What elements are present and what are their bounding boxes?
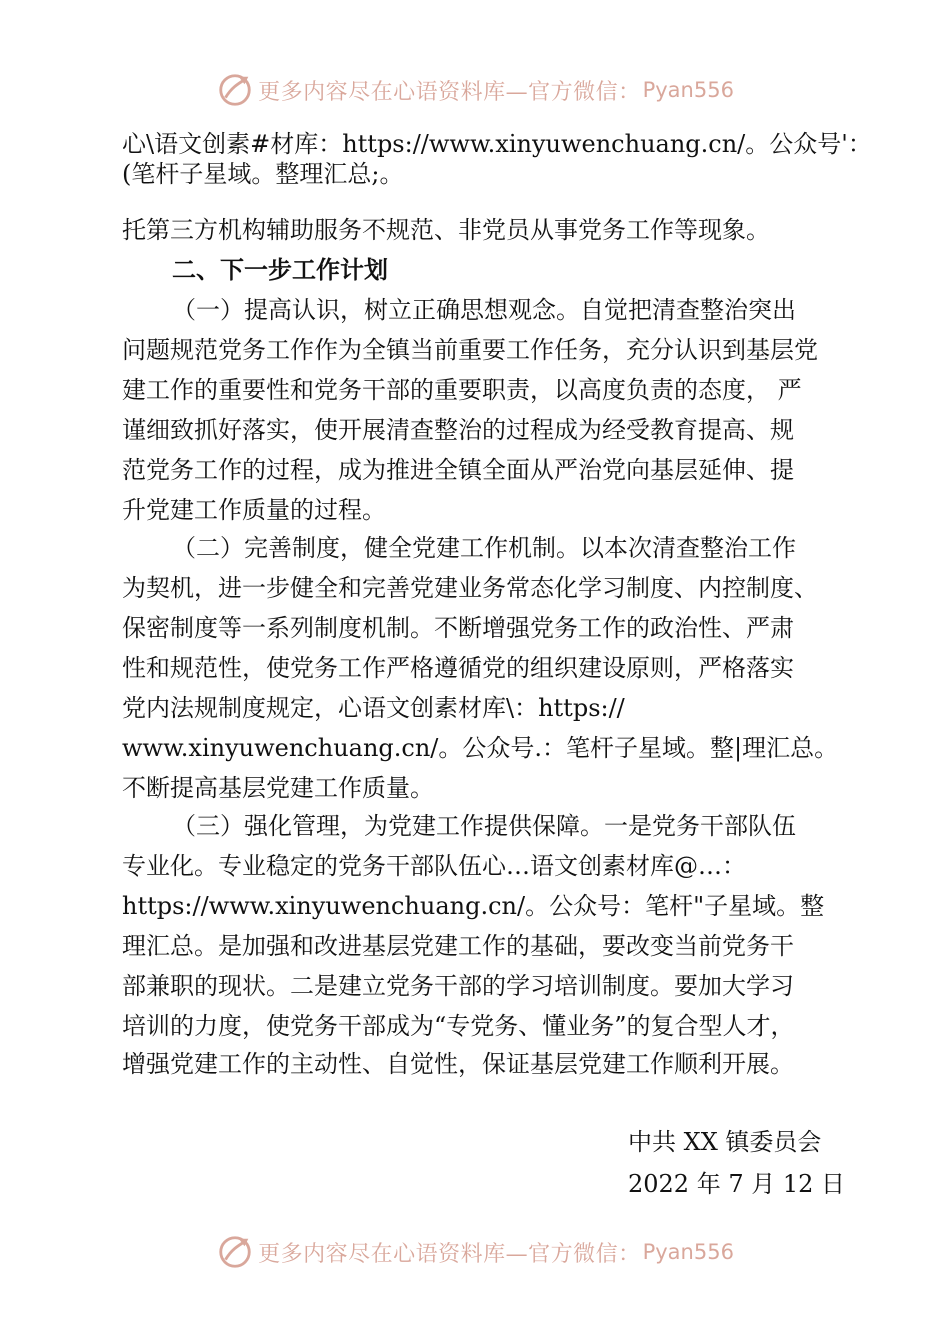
banner-text: 更多内容尽在心语资料库—官方微信： — [258, 1241, 641, 1267]
text-line: www.xinyuwenchuang.cn/。公众号.：笔杆子星域。整|理汇总。 — [122, 734, 839, 762]
footer-watermark-banner — [0, 1232, 950, 1272]
text-line: 范党务工作的过程，成为推进全镇全面从严治党向基层延伸、提 — [122, 456, 794, 484]
text-line: 理汇总。是加强和改进基层党建工作的基础，要改变当前党务干 — [122, 932, 794, 960]
header-watermark-banner — [0, 70, 950, 110]
signature-date: 2022 年 7 月 12 日 — [628, 1170, 846, 1198]
text-line: （一）提高认识，树立正确思想观念。自觉把清查整治突出 — [172, 296, 796, 324]
banner-account: Pyan556 — [642, 1240, 734, 1264]
text-line: 培训的力度，使党务干部成为“专党务、懂业务”的复合型人才， — [122, 1012, 795, 1040]
banner-account: Pyan556 — [642, 78, 734, 102]
text-line: 托第三方机构辅助服务不规范、非党员从事党务工作等现象。 — [122, 216, 770, 244]
brand-logo-icon — [216, 71, 254, 109]
text-line: 保密制度等一系列制度机制。不断增强党务工作的政治性、严肃 — [122, 614, 794, 642]
text-line: 谨细致抓好落实，使开展清查整治的过程成为经受教育提高、规 — [122, 416, 794, 444]
brand-logo-icon — [216, 1233, 254, 1271]
text-line: https://www.xinyuwenchuang.cn/。公众号：笔杆"子星域。整 — [122, 892, 825, 920]
text-line: 专业化。专业稳定的党务干部队伍心…语文创素材库@…： — [122, 852, 746, 880]
text-line: 问题规范党务工作作为全镇当前重要工作任务，充分认识到基层党 — [122, 336, 818, 364]
text-line: 为契机，进一步健全和完善党建业务常态化学习制度、内控制度、 — [122, 574, 818, 602]
text-line: 增强党建工作的主动性、自觉性，保证基层党建工作顺利开展。 — [122, 1050, 794, 1078]
text-line: (笔杆子星域。整理汇总;。 — [122, 160, 404, 188]
text-line: 性和规范性，使党务工作严格遵循党的组织建设原则，严格落实 — [122, 654, 794, 682]
text-line: 建工作的重要性和党务干部的重要职责，以高度负责的态度， 严 — [122, 376, 802, 404]
banner-text: 更多内容尽在心语资料库—官方微信： — [258, 79, 641, 105]
text-line: （三）强化管理，为党建工作提供保障。一是党务干部队伍 — [172, 812, 796, 840]
text-line: 党内法规制度规定，心语文创素材库\：https:// — [122, 694, 625, 722]
text-line: （二）完善制度，健全党建工作机制。以本次清查整治工作 — [172, 534, 796, 562]
text-line: 心\语文创素#材库：https://www.xinyuwenchuang.cn/。公众号'： — [122, 130, 872, 158]
section-heading: 二、下一步工作计划 — [172, 256, 388, 284]
signature-org: 中共 XX 镇委员会 — [628, 1128, 822, 1156]
text-line: 部兼职的现状。二是建立党务干部的学习培训制度。要加大学习 — [122, 972, 794, 1000]
text-line: 不断提高基层党建工作质量。 — [122, 774, 434, 802]
text-line: 升党建工作质量的过程。 — [122, 496, 386, 524]
